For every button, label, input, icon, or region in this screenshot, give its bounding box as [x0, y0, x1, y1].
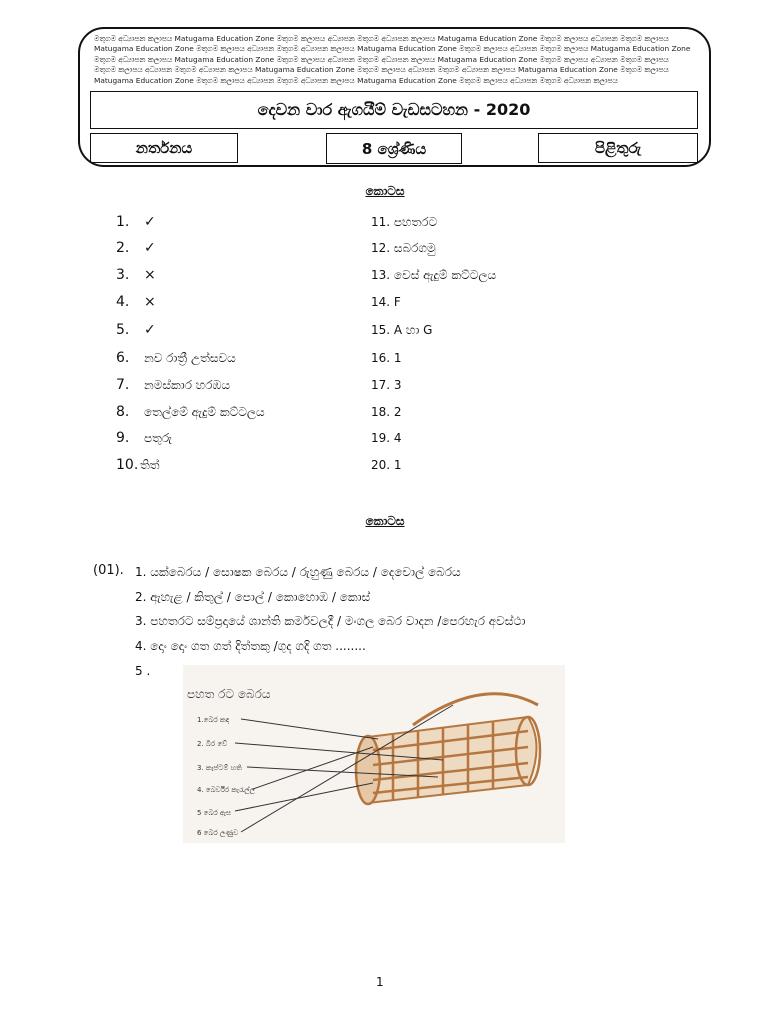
watermark-line: Matugama Education Zone මතුගම කලාපය අධ්‍යාපන මතුගම අධ්‍යාපන කලාපය Matugama Education Zone මතුගම කලාපය අධ්‍යාපන මතුගම අධ්‍යාපන කලාපය	[94, 75, 618, 85]
figure-label: 6 බෙර ලණුව	[197, 829, 239, 837]
answer-number: 2.	[116, 240, 130, 256]
drum-diagram	[183, 665, 565, 843]
answer-line: 3. පහතරට සම්ප්‍රදායේ ශාන්ති කර්මවලදී / මංගල බෙර වාදන /පෙරහැර අවස්ථා	[135, 614, 526, 628]
answer-item: 13. වෙස් ඇදුම් කට්ටලය	[371, 268, 497, 282]
answers-label: පිළිතුරු	[538, 133, 698, 163]
figure-label: 1.බෙර කඳ	[197, 716, 230, 724]
answer-number: 6.	[116, 350, 130, 366]
answer-text: ×	[144, 267, 156, 283]
answer-text: ×	[144, 294, 156, 310]
answer-line: 2. ඇහැළ / කිතුල් / පොල් / කොහොඹ / කොස්	[135, 590, 371, 604]
answer-line: 1. යක්බෙරය / සොෂක බෙරය / රුහුණු බෙරය / දෙවොල් බෙරය	[135, 565, 461, 579]
watermark-text	[94, 34, 694, 90]
answer-item: 16. 1	[371, 351, 402, 365]
answer-item: 14. F	[371, 295, 401, 309]
answer-item	[116, 239, 156, 257]
watermark-line: මතුගම කලාපය අධ්‍යාපන මතුගම අධ්‍යාපන කලාපය Matugama Education Zone මතුගම කලාපය අධ්‍යාපන මතුගම අධ්‍යාපන කලාපය Matugama Education Zone මතුගම කලාපය	[94, 65, 669, 75]
answer-item: 20. 1	[371, 458, 402, 472]
answer-line: 4. දොං දොං ගත ගත් දිත්තකු /ගුද ගදි ගත ........	[135, 639, 366, 653]
answer-number: 1.	[116, 214, 130, 230]
figure-label: 3. කැප්ටම් හති	[197, 764, 242, 772]
answer-text: තිත්	[140, 458, 160, 472]
answer-item: 15. A හා G	[371, 323, 433, 337]
exam-title: දෙවන වාර ඇගයීම් වැඩසටහන - 2020	[90, 91, 698, 129]
part2-heading: කොටස	[365, 514, 405, 528]
figure-label: 5 බෙර ඇස	[197, 809, 232, 817]
answer-number: 9.	[116, 430, 130, 446]
subject-label: නර්තනය	[90, 133, 238, 163]
answer-item: 19. 4	[371, 431, 402, 445]
watermark-line: Matugama Education Zone මතුගම කලාපය අධ්‍යාපන මතුගම අධ්‍යාපන කලාපය Matugama Education Zone මතුගම කලාපය අධ්‍යාපන මතුගම කලාපය Matugama Education Zone	[94, 44, 691, 54]
page-number: 1	[376, 975, 384, 989]
figure-label: 2. බිර වේ	[197, 740, 228, 748]
answer-item	[116, 266, 156, 284]
answer-number: 4.	[116, 294, 130, 310]
figure-title: පහත රට බෙරය	[187, 687, 271, 701]
answer-item	[116, 213, 156, 231]
answer-number: 10.	[116, 457, 139, 473]
part1-heading: කොටස	[365, 184, 405, 198]
answer-item: 17. 3	[371, 378, 402, 392]
figure-label: 4. බෙර්වීර කැරැල්ල	[197, 786, 255, 794]
answer-number: 8.	[116, 404, 130, 420]
answer-item	[116, 349, 236, 367]
answer-text: ✓	[144, 240, 156, 256]
answer-item	[116, 403, 265, 421]
answer-text: පතුරු	[144, 431, 172, 445]
answer-text: නමස්කාර හරඹය	[144, 378, 230, 392]
question-label: (01).	[93, 563, 124, 578]
grade-label: 8 ශ්‍රේණිය	[326, 133, 462, 164]
answer-item	[116, 293, 156, 311]
answer-text: ✓	[144, 322, 156, 338]
answer-text: ✓	[144, 214, 156, 230]
answer-number: 5.	[116, 322, 130, 338]
answer-item: 18. 2	[371, 405, 402, 419]
answer-item	[116, 321, 156, 339]
answer-item	[116, 456, 160, 474]
answer-line: 5 .	[135, 664, 151, 678]
answer-item	[116, 376, 230, 394]
watermark-line: මතුගම අධ්‍යාපන කලාපය Matugama Education Zone මතුගම කලාපය අධ්‍යාපන මතුගම අධ්‍යාපන කලාපය Matugama Education Zone මතුගම කලාපය අධ්‍යාපන මතුගම කලාපය	[94, 54, 669, 64]
answer-text: නව රාත්‍රී උත්සවය	[144, 351, 236, 365]
drum-figure	[183, 665, 565, 843]
answer-text: තෙල්මේ ඇදුම් කට්ටලය	[144, 405, 265, 419]
answer-item	[116, 429, 172, 447]
answer-item: 12. සබරගමු	[371, 241, 436, 255]
watermark-line: මතුගම අධ්‍යාපන කලාපය Matugama Education Zone මතුගම කලාපය අධ්‍යාපන මතුගම අධ්‍යාපන කලාපය Matugama Education Zone මතුගම කලාපය අධ්‍යාපන මතුගම කලාපය	[94, 34, 669, 43]
answer-item: 11. පහතරට	[371, 215, 438, 229]
answer-number: 7.	[116, 377, 130, 393]
answer-number: 3.	[116, 267, 130, 283]
